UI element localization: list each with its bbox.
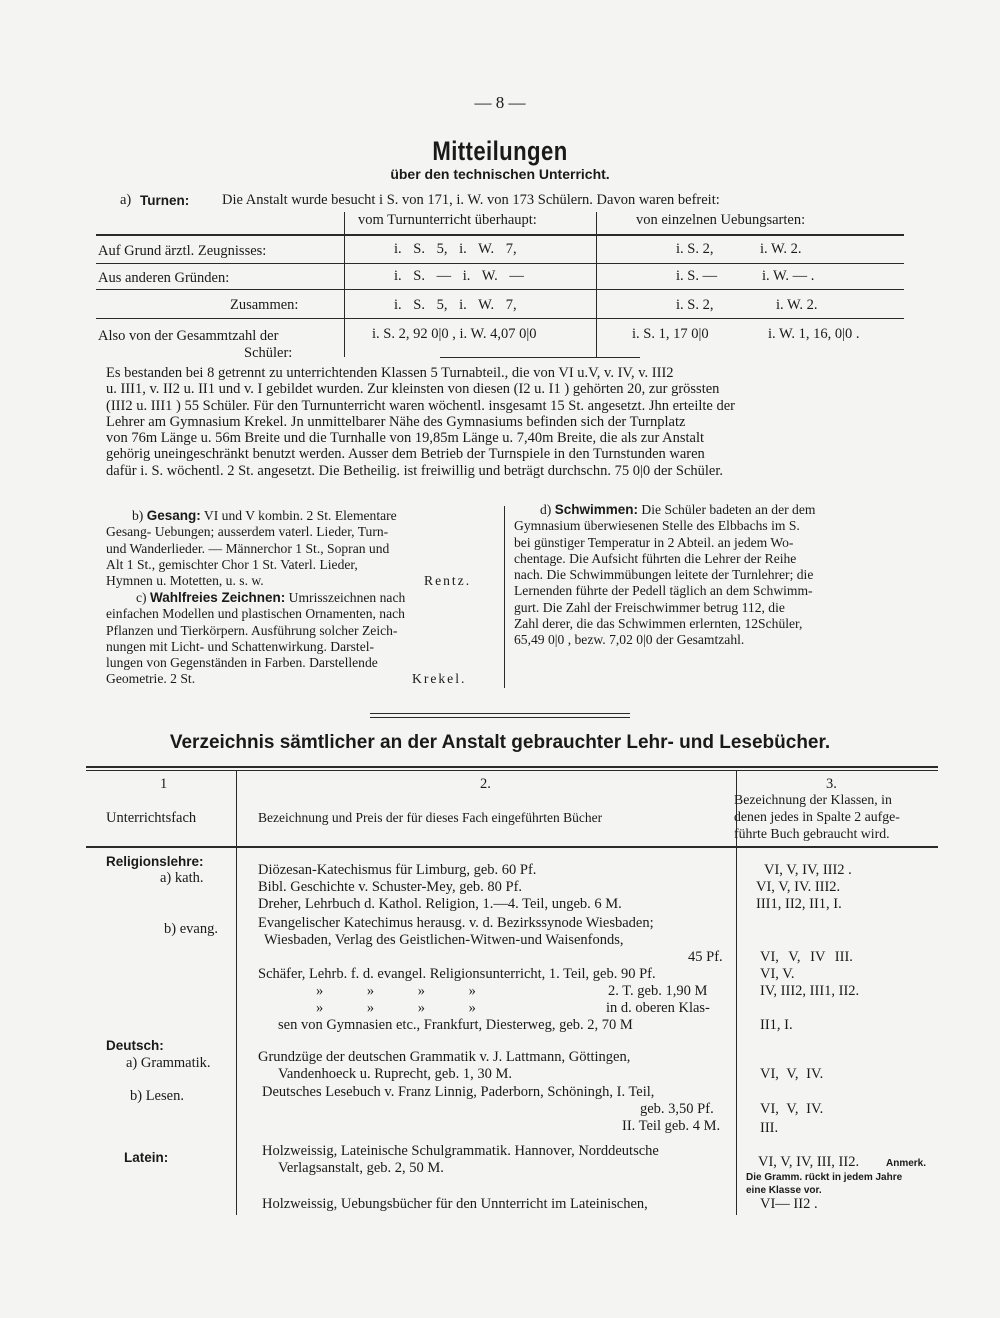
books-col-head: Bezeichnung der Klassen, in	[734, 792, 892, 807]
class-note: Die Gramm. rückt in jedem Jahre	[746, 1172, 903, 1183]
class-entry: VI, V, IV, III2 .	[764, 862, 852, 878]
book-entry: 45 Pf.	[688, 949, 723, 965]
turnen-row-c2a: i. S. 2,	[676, 297, 714, 313]
book-entry: Grundzüge der deutschen Grammatik v. J. Lattmann, Göttingen,	[258, 1049, 631, 1065]
books-col-head: Unterrichtsfach	[106, 810, 197, 826]
text-line: Es bestanden bei 8 getrennt zu unterrichtenden Klassen 5 Turnabteil., die von VI u.V, v. IV, v. III2	[106, 365, 674, 381]
book-entry: Bibl. Geschichte v. Schuster-Mey, geb. 80 Pf.	[258, 879, 523, 895]
text-line: Hymnen u. Motetten, u. s. w.	[106, 573, 264, 589]
turnen-row-c2b: i. W. 2.	[760, 241, 802, 257]
turnen-table-rule-bottom	[440, 357, 640, 358]
subject-kath: a) kath.	[160, 870, 204, 886]
text-line: und Wanderlieder. — Männerchor 1 St., Sopran und	[106, 540, 390, 556]
text-line: lungen von Gegenständen in Farben. Darstellende	[106, 655, 378, 671]
subject-deutsch: Deutsch:	[106, 1038, 164, 1053]
class-entry: VI, V, IV.	[760, 1101, 824, 1117]
turnen-row-c1: i. S. 2, 92 0|0 , i. W. 4,07 0|0	[372, 326, 537, 342]
text-line: bei günstiger Temperatur in 2 Abteil. an jedem Wo-	[514, 534, 794, 550]
class-entry: III1, II2, II1, I.	[756, 896, 842, 912]
text-line: Gesang- Uebungen; ausserdem vaterl. Lieder, Turn-	[106, 524, 389, 540]
zeichnen-section	[106, 590, 496, 688]
books-col-num: 3.	[826, 776, 837, 792]
turnen-paragraph	[106, 365, 906, 479]
text-line: u. III1, v. II2 u. II1 und v. I gebildet wurden. Zur kleinsten von diesen (I2 u. I1 ) gehörten 20, zur grössten	[106, 381, 720, 398]
text-line: Alt 1 St., gemischter Chor 1 St. Vaterl. Lieder,	[106, 556, 358, 572]
page-number: — 8 —	[474, 93, 526, 112]
zeichnen-teacher: Krekel.	[412, 671, 467, 687]
text-line: dafür i. S. wöchentl. 2 St. angesetzt. Die Betheilig. ist freiwillig und beträgt durchschn. 75 0|0 der Schüler.	[106, 462, 724, 479]
turnen-row-label: Aus anderen Gründen:	[98, 270, 230, 286]
text-line: gehörig uneingeschränkt benutzt werden. Ausser dem Betrieb der Turnspiele in den Turnstunden waren	[106, 446, 705, 463]
text-line: gurt. Die Zahl der Freischwimmer betrug 112, die	[514, 599, 785, 615]
turnen-row-c1: i. S. — i. W. —	[394, 268, 524, 284]
class-entry: VI— II2 .	[760, 1196, 818, 1212]
turnen-row-c2a: i. S. —	[676, 268, 718, 284]
column-divider	[504, 506, 505, 688]
books-col-head: denen jedes in Spalte 2 aufge-	[734, 809, 900, 824]
turnen-row-label: Also von der Gesammtzahl der	[98, 328, 279, 344]
text-line: nungen mit Licht- und Schattenwirkung. Darstel-	[106, 638, 375, 654]
text-line: einfachen Modellen und plastischen Ornamenten, nach	[106, 606, 405, 622]
books-col-num: 1	[160, 776, 168, 792]
text-line: Gymnasium überwiesenen Stelle des Elbbachs im S.	[514, 518, 800, 534]
turnen-row-c2a: i. S. 2,	[676, 241, 714, 257]
text-line: nach. Die Schwimmübungen leitete der Turnlehrer; die	[514, 567, 814, 583]
book-entry: Holzweissig, Uebungsbücher für den Unnterricht im Lateinischen,	[262, 1196, 648, 1212]
books-col-head: Bezeichnung und Preis der für dieses Fach eingeführten Bücher	[258, 810, 603, 825]
section-separator	[370, 713, 630, 714]
gesang-section	[106, 508, 496, 589]
turnen-col-head-1: vom Turnunterricht überhaupt:	[358, 212, 537, 228]
turnen-table-rule	[96, 318, 904, 319]
class-entry: III.	[760, 1120, 779, 1136]
turnen-row-c2b: i. W. 2.	[776, 297, 818, 313]
subject-religion: Religionslehre:	[106, 854, 204, 869]
turnen-row-c1: i. S. 5, i. W. 7,	[394, 241, 517, 257]
class-entry: VI, V.	[760, 966, 795, 982]
section-separator	[370, 717, 630, 718]
class-entry: VI, V, IV. III2.	[756, 879, 841, 895]
text-line: Zahl derer, die das Schwimmen erlernten, 12Schüler,	[514, 616, 803, 632]
book-entry: in d. oberen Klas-	[606, 1000, 710, 1016]
text-line: Geometrie. 2 St.	[106, 671, 196, 687]
subject-grammatik: a) Grammatik.	[126, 1055, 211, 1071]
book-entry: Diözesan-Katechismus für Limburg, geb. 60 Pf.	[258, 862, 537, 878]
book-entry: geb. 3,50 Pf.	[640, 1101, 714, 1117]
class-entry: IV, III2, III1, II2.	[760, 983, 860, 999]
book-entry: Wiesbaden, Verlag des Geistlichen-Witwen-und Waisenfonds,	[264, 932, 624, 948]
book-entry: 2. T. geb. 1,90 M	[608, 983, 708, 999]
turnen-intro: Die Anstalt wurde besucht i S. von 171, i. W. von 173 Schülern. Davon waren befreit:	[222, 192, 720, 208]
turnen-row-c2b: i. W. 1, 16, 0|0 .	[768, 326, 860, 342]
class-note: eine Klasse vor.	[746, 1185, 822, 1196]
text-line: Pflanzen und Tierkörpern. Ausführung solcher Zeich-	[106, 622, 398, 638]
books-heading: Verzeichnis sämtlicher an der Anstalt gebrauchter Lehr- und Lesebücher.	[169, 732, 831, 753]
page-title: Mitteilungen	[432, 136, 568, 166]
book-entry: Vandenhoeck u. Ruprecht, geb. 1, 30 M.	[278, 1066, 512, 1082]
gesang-prefix: b)	[132, 508, 144, 523]
text-line: Lehrer am Gymnasium Krekel. Jn unmittelbarer Nähe des Gymnasiums befinden sich der Turnplatz	[106, 413, 686, 430]
book-entry: Schäfer, Lehrb. f. d. evangel. Religionsunterricht, 1. Teil, geb. 90 Pf.	[258, 966, 656, 982]
book-entry: II. Teil geb. 4 M.	[622, 1118, 721, 1134]
text-line: Die Schüler badeten an der dem	[641, 502, 816, 517]
books-col-head: führte Buch gebraucht wird.	[734, 826, 890, 841]
books-table-rule-head	[86, 846, 938, 848]
class-entry: VI, V, IV.	[760, 1066, 824, 1082]
turnen-prefix: a)	[120, 192, 132, 208]
turnen-row-label: Zusammen:	[230, 297, 299, 313]
class-entry: VI, V, IV, III, II2.	[758, 1154, 860, 1170]
subject-evang: b) evang.	[164, 921, 218, 937]
book-entry: Evangelischer Katechimus herausg. v. d. Bezirkssynode Wiesbaden;	[258, 915, 654, 931]
turnen-row-c2a: i. S. 1, 17 0|0	[632, 326, 709, 342]
books-col-num: 2.	[480, 776, 491, 792]
gesang-heading: Gesang:	[146, 508, 201, 523]
text-line: von 76m Länge u. 56m Breite und die Turnhalle von 19,85m Länge u. 7,40m Breite, die als zur Anstalt	[106, 430, 705, 447]
class-entry: II1, I.	[760, 1017, 793, 1033]
turnen-row-c1: i. S. 5, i. W. 7,	[394, 297, 517, 313]
turnen-row-label: Auf Grund ärztl. Zeugnisses:	[98, 243, 267, 259]
book-ditto: » » » »	[316, 1000, 476, 1016]
zeichnen-prefix: c)	[136, 590, 147, 605]
books-table-rule-top	[86, 766, 938, 768]
turnen-row-label-2: Schüler:	[244, 345, 293, 361]
subject-lesen: b) Lesen.	[130, 1088, 184, 1104]
subject-latein: Latein:	[124, 1150, 169, 1165]
text-line: 65,49 0|0 , bezw. 7,02 0|0 der Gesamtzahl.	[514, 632, 745, 648]
text-line: (III2 u. III1 ) 55 Schüler. Für den Turnunterricht waren wöchentl. insgesamt 15 St. angesetzt. Jhn erteilte der	[106, 397, 735, 414]
turnen-heading: Turnen:	[140, 193, 190, 208]
turnen-row-c2b: i. W. — .	[762, 268, 815, 284]
zeichnen-heading: Wahlfreies Zeichnen:	[149, 590, 286, 605]
class-note-heading: Anmerk.	[886, 1158, 927, 1169]
book-entry: Dreher, Lehrbuch d. Kathol. Religion, 1.—4. Teil, ungeb. 6 M.	[258, 896, 622, 912]
turnen-table-rule	[96, 263, 904, 264]
gesang-teacher: Rentz.	[424, 573, 472, 589]
text-line: Umrisszeichnen nach	[288, 590, 406, 605]
text-line: VI und V kombin. 2 St. Elementare	[203, 508, 397, 523]
book-entry: Deutsches Lesebuch v. Franz Linnig, Paderborn, Schöningh, I. Teil,	[262, 1084, 655, 1100]
book-entry: Holzweissig, Lateinische Schulgrammatik. Hannover, Norddeutsche	[262, 1143, 659, 1159]
turnen-col-head-2: von einzelnen Uebungsarten:	[636, 212, 806, 228]
schwimmen-heading: Schwimmen:	[554, 502, 639, 517]
schwimmen-section	[514, 502, 910, 649]
text-line: chentage. Die Aufsicht führten die Lehrer der Reihe	[514, 550, 797, 566]
turnen-table-rule	[96, 289, 904, 290]
books-table-rule-top	[86, 770, 938, 771]
class-entry: VI, V, IV III.	[760, 949, 853, 965]
book-entry: sen von Gymnasien etc., Frankfurt, Diesterweg, geb. 2, 70 M	[278, 1017, 633, 1033]
turnen-table-rule-top	[96, 234, 904, 236]
page-subtitle: über den technischen Unterricht.	[390, 166, 610, 182]
books-table-divider-1	[236, 770, 237, 1215]
book-ditto: » » » »	[316, 983, 476, 999]
text-line: Lernenden führte der Pedell täglich an dem Schwimm-	[514, 583, 813, 599]
schwimmen-prefix: d)	[540, 502, 552, 517]
book-entry: Verlagsanstalt, geb. 2, 50 M.	[278, 1160, 444, 1176]
